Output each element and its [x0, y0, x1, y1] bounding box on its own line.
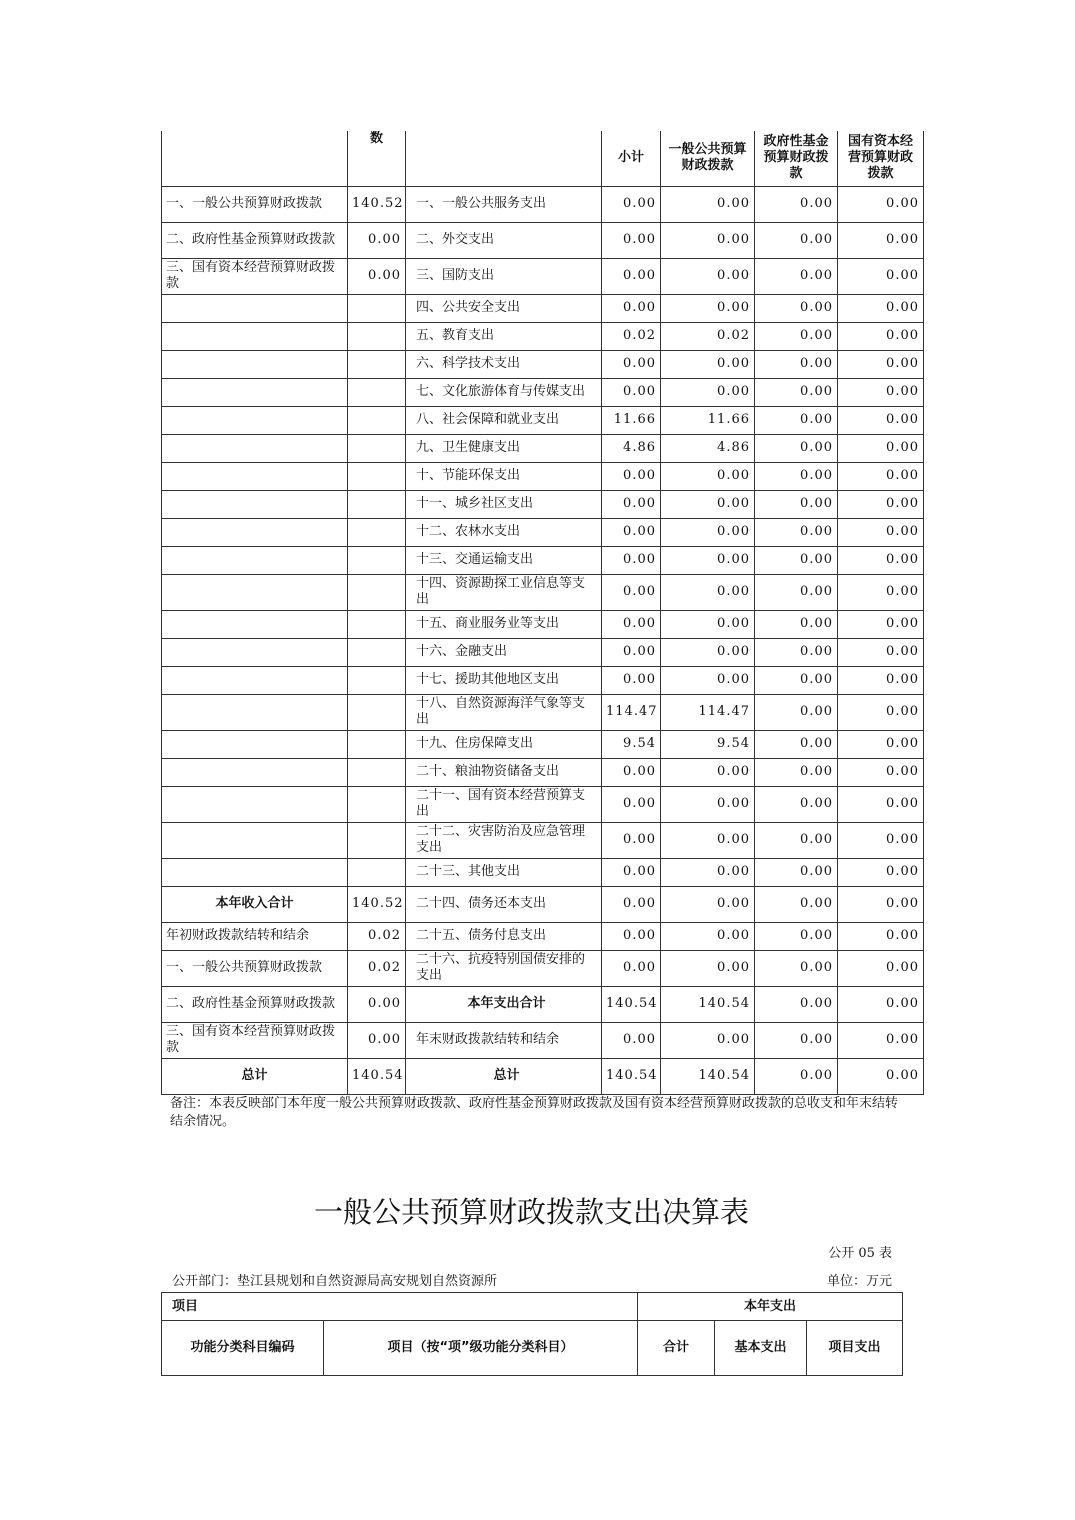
income-item-cell — [162, 350, 348, 378]
header-project-expense: 项目支出 — [807, 1321, 903, 1376]
income-amount-cell — [348, 378, 406, 406]
table-header-row — [162, 1293, 903, 1321]
subtotal-cell: 0.00 — [602, 222, 661, 258]
state-capital-cell: 0.00 — [838, 730, 924, 758]
state-capital-cell: 0.00 — [838, 638, 924, 666]
income-amount-cell — [348, 694, 406, 730]
expense-item-cell: 十、节能环保支出 — [406, 462, 602, 490]
state-capital-cell: 0.00 — [838, 462, 924, 490]
fund-budget-cell: 0.00 — [755, 950, 838, 986]
expense-item-cell: 九、卫生健康支出 — [406, 434, 602, 462]
state-capital-cell: 0.00 — [838, 574, 924, 610]
income-item-cell — [162, 786, 348, 822]
fund-budget-cell: 0.00 — [755, 518, 838, 546]
expense-item-cell: 四、公共安全支出 — [406, 294, 602, 322]
subtotal-cell: 0.00 — [602, 258, 661, 294]
state-capital-cell: 0.00 — [838, 518, 924, 546]
header-item: 项目 — [162, 1293, 638, 1321]
fund-budget-cell: 0.00 — [755, 758, 838, 786]
subtotal-cell: 0.00 — [602, 294, 661, 322]
income-amount-cell — [348, 294, 406, 322]
income-item-cell: 一、一般公共预算财政拨款 — [162, 186, 348, 222]
table-row — [162, 666, 924, 694]
section-title: 一般公共预算财政拨款支出决算表 — [313, 1195, 749, 1229]
income-item-cell: 一、一般公共预算财政拨款 — [162, 950, 348, 986]
table-row — [162, 434, 924, 462]
income-amount-cell: 140.52 — [348, 186, 406, 222]
table-row — [162, 730, 924, 758]
state-capital-cell: 0.00 — [838, 886, 924, 922]
income-amount-cell: 140.54 — [348, 1058, 406, 1094]
expense-item-cell: 二十六、抗疫特别国债安排的支出 — [406, 950, 602, 986]
income-item-cell — [162, 574, 348, 610]
table-row — [162, 822, 924, 858]
fund-budget-cell: 0.00 — [755, 574, 838, 610]
fund-budget-cell: 0.00 — [755, 886, 838, 922]
table-row — [162, 1022, 924, 1058]
subtotal-cell: 0.00 — [602, 858, 661, 886]
header-fund-budget: 政府性基金预算财政拨款 — [755, 131, 838, 186]
income-item-cell: 三、国有资本经营预算财政拨款 — [162, 258, 348, 294]
general-budget-expense-table — [161, 1292, 903, 1376]
table-row — [162, 922, 924, 950]
expense-item-cell: 本年支出合计 — [406, 986, 602, 1022]
table-row — [162, 786, 924, 822]
state-capital-cell: 0.00 — [838, 610, 924, 638]
header-expense-item — [406, 131, 602, 186]
expense-item-cell: 八、社会保障和就业支出 — [406, 406, 602, 434]
subtotal-cell: 0.00 — [602, 350, 661, 378]
general-budget-cell: 0.00 — [661, 186, 755, 222]
income-amount-cell — [348, 518, 406, 546]
income-item-cell — [162, 490, 348, 518]
state-capital-cell: 0.00 — [838, 1058, 924, 1094]
income-amount-cell — [348, 822, 406, 858]
fund-budget-cell: 0.00 — [755, 222, 838, 258]
income-amount-cell — [348, 546, 406, 574]
table-row — [162, 490, 924, 518]
fund-budget-cell: 0.00 — [755, 294, 838, 322]
fund-budget-cell: 0.00 — [755, 786, 838, 822]
income-amount-cell — [348, 434, 406, 462]
general-budget-cell: 0.00 — [661, 574, 755, 610]
income-item-cell — [162, 434, 348, 462]
fund-budget-cell: 0.00 — [755, 666, 838, 694]
state-capital-cell: 0.00 — [838, 1022, 924, 1058]
income-item-cell — [162, 666, 348, 694]
general-budget-cell: 4.86 — [661, 434, 755, 462]
state-capital-cell: 0.00 — [838, 758, 924, 786]
expense-item-cell: 六、科学技术支出 — [406, 350, 602, 378]
header-basic-expense: 基本支出 — [715, 1321, 807, 1376]
subtotal-cell: 0.00 — [602, 1022, 661, 1058]
table-row — [162, 610, 924, 638]
expense-item-cell: 二十二、灾害防治及应急管理支出 — [406, 822, 602, 858]
expense-item-cell: 十一、城乡社区支出 — [406, 490, 602, 518]
table-header-row — [162, 1321, 903, 1376]
subtotal-cell: 140.54 — [602, 1058, 661, 1094]
subtotal-cell: 0.00 — [602, 462, 661, 490]
fund-budget-cell: 0.00 — [755, 730, 838, 758]
income-item-cell — [162, 294, 348, 322]
expense-item-cell: 二、外交支出 — [406, 222, 602, 258]
fund-budget-cell: 0.00 — [755, 378, 838, 406]
table-row — [162, 886, 924, 922]
general-budget-cell: 0.00 — [661, 462, 755, 490]
income-item-cell: 二、政府性基金预算财政拨款 — [162, 986, 348, 1022]
income-amount-cell — [348, 758, 406, 786]
state-capital-cell: 0.00 — [838, 378, 924, 406]
general-budget-cell: 0.00 — [661, 638, 755, 666]
expense-item-cell: 十四、资源勘探工业信息等支出 — [406, 574, 602, 610]
subtotal-cell: 114.47 — [602, 694, 661, 730]
state-capital-cell: 0.00 — [838, 322, 924, 350]
header-income-amount: 数 — [348, 131, 406, 186]
income-item-cell: 二、政府性基金预算财政拨款 — [162, 222, 348, 258]
state-capital-cell: 0.00 — [838, 858, 924, 886]
expense-item-cell: 二十一、国有资本经营预算支出 — [406, 786, 602, 822]
state-capital-cell: 0.00 — [838, 350, 924, 378]
fund-budget-cell: 0.00 — [755, 922, 838, 950]
header-total: 合计 — [638, 1321, 715, 1376]
header-general-budget: 一般公共预算财政拨款 — [661, 131, 755, 186]
income-item-cell: 三、国有资本经营预算财政拨款 — [162, 1022, 348, 1058]
state-capital-cell: 0.00 — [838, 258, 924, 294]
subtotal-cell: 9.54 — [602, 730, 661, 758]
income-item-cell — [162, 638, 348, 666]
income-item-cell: 总计 — [162, 1058, 348, 1094]
table-row — [162, 950, 924, 986]
general-budget-cell: 0.02 — [661, 322, 755, 350]
income-item-cell — [162, 406, 348, 434]
general-budget-cell: 0.00 — [661, 518, 755, 546]
expense-item-cell: 十六、金融支出 — [406, 638, 602, 666]
table-number: 公开 05 表 — [828, 1246, 892, 1261]
income-amount-cell: 0.02 — [348, 922, 406, 950]
subtotal-cell: 0.00 — [602, 758, 661, 786]
fund-budget-cell: 0.00 — [755, 434, 838, 462]
income-amount-cell — [348, 574, 406, 610]
table-row — [162, 638, 924, 666]
general-budget-cell: 0.00 — [661, 350, 755, 378]
general-budget-cell: 140.54 — [661, 1058, 755, 1094]
general-budget-cell: 0.00 — [661, 1022, 755, 1058]
subtotal-cell: 0.00 — [602, 666, 661, 694]
income-amount-cell — [348, 786, 406, 822]
table-row — [162, 378, 924, 406]
general-budget-cell: 140.54 — [661, 986, 755, 1022]
income-amount-cell: 140.52 — [348, 886, 406, 922]
state-capital-cell: 0.00 — [838, 294, 924, 322]
income-amount-cell — [348, 350, 406, 378]
fund-budget-cell: 0.00 — [755, 546, 838, 574]
fund-budget-cell: 0.00 — [755, 986, 838, 1022]
subtotal-cell: 0.00 — [602, 546, 661, 574]
subtotal-cell: 0.02 — [602, 322, 661, 350]
table-row — [162, 518, 924, 546]
expense-item-cell: 十五、商业服务业等支出 — [406, 610, 602, 638]
subtotal-cell: 0.00 — [602, 638, 661, 666]
expense-item-cell: 三、国防支出 — [406, 258, 602, 294]
general-budget-cell: 0.00 — [661, 546, 755, 574]
table-header-row — [162, 131, 924, 186]
state-capital-cell: 0.00 — [838, 546, 924, 574]
expense-item-cell: 七、文化旅游体育与传媒支出 — [406, 378, 602, 406]
general-budget-cell: 0.00 — [661, 786, 755, 822]
table-row — [162, 350, 924, 378]
general-budget-cell: 11.66 — [661, 406, 755, 434]
table-row — [162, 406, 924, 434]
income-item-cell: 本年收入合计 — [162, 886, 348, 922]
fund-budget-cell: 0.00 — [755, 322, 838, 350]
table-row — [162, 462, 924, 490]
expense-item-cell: 年末财政拨款结转和结余 — [406, 1022, 602, 1058]
table-body — [162, 186, 924, 1094]
fund-budget-cell: 0.00 — [755, 822, 838, 858]
income-amount-cell — [348, 322, 406, 350]
income-item-cell — [162, 322, 348, 350]
state-capital-cell: 0.00 — [838, 406, 924, 434]
income-item-cell — [162, 730, 348, 758]
income-amount-cell — [348, 858, 406, 886]
state-capital-cell: 0.00 — [838, 666, 924, 694]
general-budget-cell: 0.00 — [661, 922, 755, 950]
income-amount-cell — [348, 730, 406, 758]
subtotal-cell: 0.00 — [602, 378, 661, 406]
general-budget-cell: 0.00 — [661, 758, 755, 786]
expense-item-cell: 五、教育支出 — [406, 322, 602, 350]
fund-budget-cell: 0.00 — [755, 406, 838, 434]
expense-item-cell: 二十、粮油物资储备支出 — [406, 758, 602, 786]
state-capital-cell: 0.00 — [838, 434, 924, 462]
header-subtotal: 小计 — [602, 131, 661, 186]
state-capital-cell: 0.00 — [838, 222, 924, 258]
state-capital-cell: 0.00 — [838, 822, 924, 858]
income-item-cell — [162, 694, 348, 730]
header-state-capital-budget: 国有资本经营预算财政拨款 — [838, 131, 924, 186]
income-item-cell — [162, 462, 348, 490]
department-label: 公开部门：垫江县规划和自然资源局高安规划自然资源所 — [172, 1274, 498, 1289]
expense-item-cell: 二十三、其他支出 — [406, 858, 602, 886]
header-item-name: 项目（按“项”级功能分类科目） — [324, 1321, 638, 1376]
income-item-cell: 年初财政拨款结转和结余 — [162, 922, 348, 950]
state-capital-cell: 0.00 — [838, 490, 924, 518]
table-row — [162, 758, 924, 786]
unit-label: 单位：万元 — [826, 1274, 892, 1289]
expense-item-cell: 十七、援助其他地区支出 — [406, 666, 602, 694]
state-capital-cell: 0.00 — [838, 694, 924, 730]
header-current-year-expense: 本年支出 — [638, 1293, 903, 1321]
general-budget-cell: 0.00 — [661, 950, 755, 986]
general-budget-cell: 0.00 — [661, 378, 755, 406]
income-amount-cell — [348, 610, 406, 638]
financial-allocation-summary-table — [161, 131, 924, 1095]
expense-item-cell: 十二、农林水支出 — [406, 518, 602, 546]
income-amount-cell — [348, 638, 406, 666]
subtotal-cell: 0.00 — [602, 922, 661, 950]
subtotal-cell: 0.00 — [602, 950, 661, 986]
subtotal-cell: 0.00 — [602, 186, 661, 222]
general-budget-cell: 114.47 — [661, 694, 755, 730]
expense-item-cell: 二十四、债务还本支出 — [406, 886, 602, 922]
income-amount-cell — [348, 462, 406, 490]
fund-budget-cell: 0.00 — [755, 1058, 838, 1094]
income-item-cell — [162, 822, 348, 858]
subtotal-cell: 0.00 — [602, 574, 661, 610]
table-row — [162, 1058, 924, 1094]
state-capital-cell: 0.00 — [838, 950, 924, 986]
income-amount-cell: 0.00 — [348, 258, 406, 294]
fund-budget-cell: 0.00 — [755, 186, 838, 222]
expense-item-cell: 二十五、债务付息支出 — [406, 922, 602, 950]
table-row — [162, 186, 924, 222]
expense-item-cell: 十八、自然资源海洋气象等支出 — [406, 694, 602, 730]
fund-budget-cell: 0.00 — [755, 638, 838, 666]
general-budget-cell: 0.00 — [661, 258, 755, 294]
subtotal-cell: 140.54 — [602, 986, 661, 1022]
fund-budget-cell: 0.00 — [755, 462, 838, 490]
fund-budget-cell: 0.00 — [755, 258, 838, 294]
subtotal-cell: 0.00 — [602, 786, 661, 822]
subtotal-cell: 0.00 — [602, 490, 661, 518]
subtotal-cell: 4.86 — [602, 434, 661, 462]
table-row — [162, 858, 924, 886]
income-amount-cell — [348, 666, 406, 694]
general-budget-cell: 0.00 — [661, 610, 755, 638]
income-amount-cell: 0.00 — [348, 222, 406, 258]
income-item-cell — [162, 518, 348, 546]
subtotal-cell: 0.00 — [602, 610, 661, 638]
subtotal-cell: 0.00 — [602, 518, 661, 546]
table-row — [162, 986, 924, 1022]
general-budget-cell: 0.00 — [661, 858, 755, 886]
fund-budget-cell: 0.00 — [755, 1022, 838, 1058]
income-amount-cell: 0.00 — [348, 986, 406, 1022]
fund-budget-cell: 0.00 — [755, 694, 838, 730]
subtotal-cell: 0.00 — [602, 886, 661, 922]
table-row — [162, 574, 924, 610]
fund-budget-cell: 0.00 — [755, 490, 838, 518]
header-income-item — [162, 131, 348, 186]
income-item-cell — [162, 858, 348, 886]
income-item-cell — [162, 546, 348, 574]
general-budget-cell: 0.00 — [661, 490, 755, 518]
general-budget-cell: 0.00 — [661, 222, 755, 258]
income-amount-cell — [348, 406, 406, 434]
state-capital-cell: 0.00 — [838, 786, 924, 822]
table-row — [162, 222, 924, 258]
general-budget-cell: 0.00 — [661, 294, 755, 322]
table-row — [162, 694, 924, 730]
income-item-cell — [162, 758, 348, 786]
state-capital-cell: 0.00 — [838, 922, 924, 950]
income-amount-cell — [348, 490, 406, 518]
subtotal-cell: 0.00 — [602, 822, 661, 858]
table-row — [162, 258, 924, 294]
table-row — [162, 322, 924, 350]
subtotal-cell: 11.66 — [602, 406, 661, 434]
table-note: 备注：本表反映部门本年度一般公共预算财政拨款、政府性基金预算财政拨款及国有资本经营预算财政拨款的总收支和年末结转结余情况。 — [170, 1096, 899, 1129]
state-capital-cell: 0.00 — [838, 986, 924, 1022]
header-code: 功能分类科目编码 — [162, 1321, 324, 1376]
income-amount-cell: 0.00 — [348, 1022, 406, 1058]
general-budget-cell: 0.00 — [661, 886, 755, 922]
expense-item-cell: 一、一般公共服务支出 — [406, 186, 602, 222]
fund-budget-cell: 0.00 — [755, 858, 838, 886]
expense-item-cell: 十三、交通运输支出 — [406, 546, 602, 574]
fund-budget-cell: 0.00 — [755, 610, 838, 638]
expense-item-cell: 总计 — [406, 1058, 602, 1094]
income-item-cell — [162, 378, 348, 406]
general-budget-cell: 0.00 — [661, 822, 755, 858]
income-amount-cell: 0.02 — [348, 950, 406, 986]
table-row — [162, 546, 924, 574]
expense-item-cell: 十九、住房保障支出 — [406, 730, 602, 758]
fund-budget-cell: 0.00 — [755, 350, 838, 378]
state-capital-cell: 0.00 — [838, 186, 924, 222]
general-budget-cell: 0.00 — [661, 666, 755, 694]
table-row — [162, 294, 924, 322]
income-item-cell — [162, 610, 348, 638]
general-budget-cell: 9.54 — [661, 730, 755, 758]
